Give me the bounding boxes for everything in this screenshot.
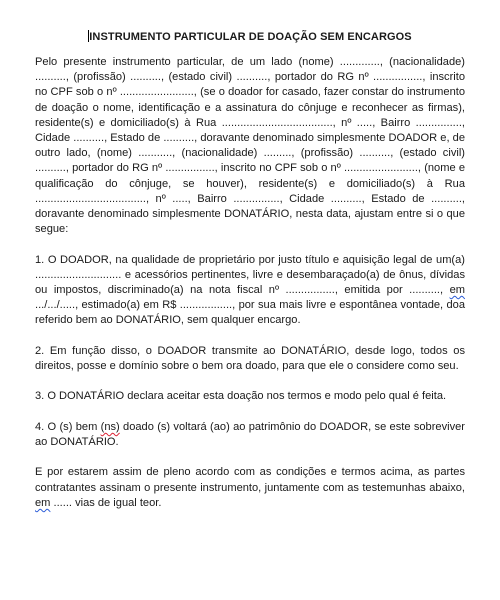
document-title [0, 30, 500, 43]
closing-text-start: E por estarem assim de pleno acordo com as condições e termos acima, as partes contratantes assinam o presente instrumento, juntamente com as testemunhas abaixo, [35, 466, 465, 494]
clause-4-ns-word: (ns) [100, 420, 120, 433]
paragraph-clause-1 [35, 253, 465, 329]
document-title-text: INSTRUMENTO PARTICULAR DE DOAÇÃO SEM ENCARGOS [89, 31, 412, 43]
clause-1-text-start: 1. O DOADOR, na qualidade de proprietário por justo título e aquisição legal de um(a) ............................ e acessórios pertinentes, livre e desembaraçado(a) de ônus, dívidas ou impostos, discriminado(a) na nota fiscal nº ................, emitida por .........., [35, 253, 465, 297]
paragraph-clause-2: 2. Em função disso, o DOADOR transmite ao DONATÁRIO, desde logo, todos os direitos, posse e domínio sobre o bem ora doado, para que ele o considere como seu. [35, 344, 465, 373]
paragraph-clause-4 [35, 420, 465, 450]
closing-text-end: ...... vias de igual teor. [50, 496, 162, 509]
clause-4-text-start: 4. O (s) bem [35, 420, 101, 433]
paragraph-clause-3: 3. O DONATÁRIO declara aceitar esta doação nos termos e modo pelo qual é feita. [35, 390, 447, 403]
paragraph-parties: Pelo presente instrumento particular, de um lado (nome) ............., (nacionalidade) .........., (profissão) .........., (estado civil) .........., portador do RG nº ................, inscrito no CPF sob o nº ........................, (se o doador for casado, fazer constar do instrumento de doação o nome, identificação e a assinatura do cônjuge e reconhecer as firmas), residente(s) e domiciliado(s) à Rua ...................................., nº ....., Bairro ..............., Cidade .........., Estado de .........., doravante denominado simplesmente DOADOR e, de outro lado, (nome) ..........., (nacionalidade) ........., (profissão) .........., (estado civil) .........., portador do RG nº ................, inscrito no CPF sob o nº ........................, (nome e qualificação do cônjuge, se houver), residente(s) e domiciliado(s) à Rua ...................................., nº ....., Bairro ..............., Cidade .........., Estado de .........., doravante denominado simplesmente DONATÁRIO, nesta data, ajustam entre si o que segue: [35, 56, 465, 236]
clause-1-em-word: em [449, 284, 465, 297]
paragraph-closing [35, 465, 465, 511]
clause-4-text-end: doado (s) voltará (ao) ao patrimônio do DOADOR, se este sobreviver ao DONATÁRIO. [35, 420, 465, 449]
closing-em-word: em [35, 496, 51, 509]
document-body [35, 55, 465, 526]
clause-1-text-end: .../.../....., estimado(a) em R$ ................., por sua mais livre e espontânea vontade, doa referido bem ao DONATÁRIO, sem qualquer encargo. [35, 299, 465, 327]
